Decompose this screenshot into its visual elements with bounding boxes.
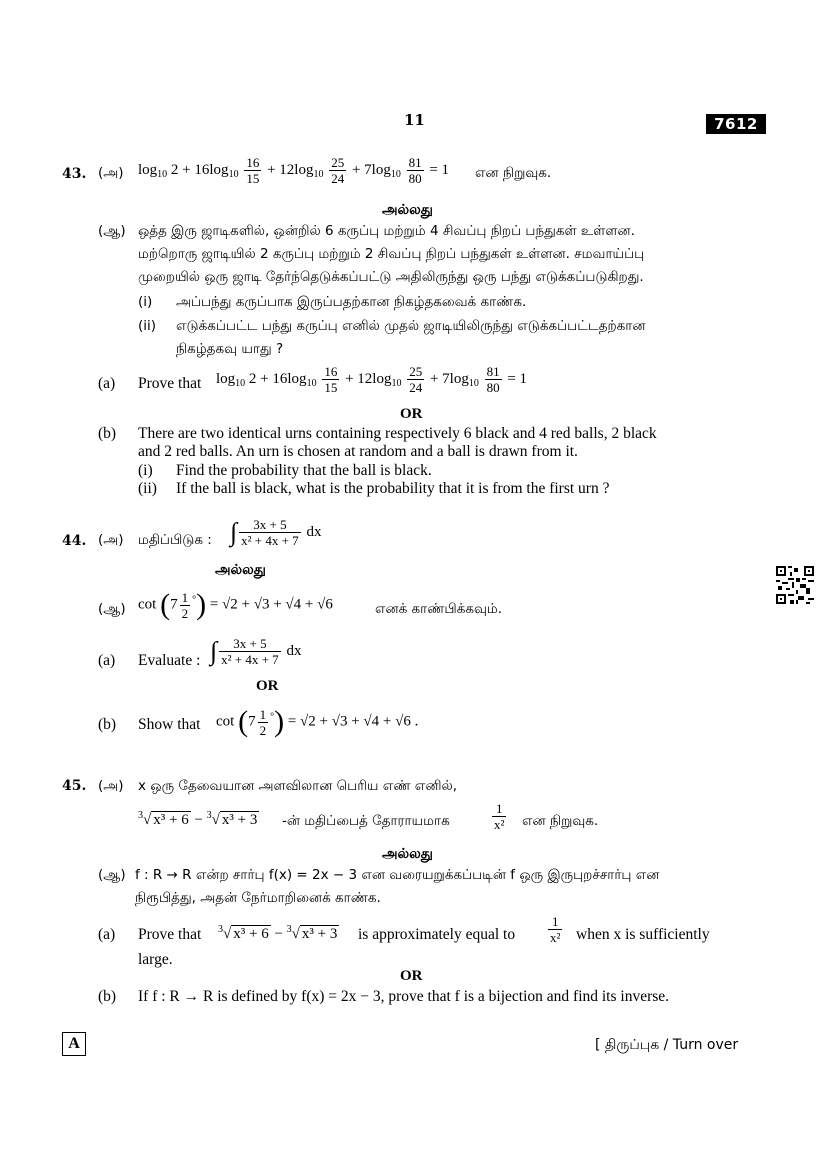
q45-or-en: OR <box>400 968 423 984</box>
q44-b-en-prefix: Show that <box>138 716 201 733</box>
q43-a-ta-label: (அ) <box>98 165 124 181</box>
q45-or-ta: அல்லது <box>382 846 433 862</box>
q44-integral-ta: ∫ $\frac{3x + 5}{\text{x² + 4x + 7}}$ dx <box>230 517 322 548</box>
q44-integral-en: ∫ $\frac{3x + 5}{\text{x² + 4x + 7}}$ dx <box>210 636 302 667</box>
q43-b-ta-i-label: (i) <box>138 294 153 310</box>
q43-a-en-label: (a) <box>98 375 116 392</box>
q45-a-ta-mid: -ன் மதிப்பைத் தோராயமாக <box>282 813 450 829</box>
q43-or-en: OR <box>400 406 423 422</box>
q43-b-en-i-label: (i) <box>138 462 153 479</box>
q43-b-en-text: There are two identical urns containing respectively 6 black and 4 red balls, 2 black and 2 red balls. An urn is chosen at random and a ball is drawn from it. <box>138 425 657 460</box>
q44-or-en: OR <box>256 678 279 694</box>
q45-approx-fraction-ta: $\frac{1}{\text{x²}}$ <box>494 801 505 832</box>
q45-a-ta-label: (அ) <box>98 778 124 794</box>
q44-a-en-prefix: Evaluate : <box>138 652 201 669</box>
q45-cube-root-expr-en: $^3$√ x³ + 6 − $^3$√ x³ + 3 <box>218 924 338 942</box>
q43-b-en-ii: If the ball is black, what is the probability that it is from the first urn ? <box>176 480 610 497</box>
question-number-44: 44. <box>62 533 87 549</box>
qr-code-icon <box>776 566 814 604</box>
q44-b-en-label: (b) <box>98 716 117 733</box>
q45-b-en: If f : R → R is defined by f(x) = 2x − 3, prove that f is a bijection and find its inverse. <box>138 988 670 1005</box>
q43-b-ta-label: (ஆ) <box>98 223 126 239</box>
q44-b-ta-label: (ஆ) <box>98 601 126 617</box>
page-number: 11 <box>404 111 425 129</box>
q45-b-ta-label: (ஆ) <box>98 867 126 883</box>
q43-log-equation-ta: $\log_{10} 2 + 16\log_{10}$ $\frac{16}{15}$ + $12\log_{10}$ $\frac{25}{24}$ + $7\log_{10}$ $\frac{81}{80}$ = 1 <box>138 155 450 186</box>
q45-a-en-prefix: Prove that <box>138 926 202 943</box>
q43-b-ta-ii-label: (ii) <box>138 318 157 334</box>
q45-a-en-label: (a) <box>98 926 116 943</box>
q45-a-ta-line1: x ஒரு தேவையான அளவிலான பெரிய எண் எனில், <box>138 778 457 794</box>
q45-b-en-label: (b) <box>98 988 117 1005</box>
q43-log-equation-en: $\log_{10} 2 + 16\log_{10}$ $\frac{16}{15}$ + $12\log_{10}$ $\frac{25}{24}$ + $7\log_{10}$ $\frac{81}{80}$ = 1 <box>216 364 528 395</box>
q43-b-en-ii-label: (ii) <box>138 480 157 497</box>
question-number-43: 43. <box>62 166 87 182</box>
paper-code: 7612 <box>706 114 766 134</box>
q45-a-en-line2: large. <box>138 951 173 968</box>
q43-b-en-label: (b) <box>98 425 117 442</box>
q43-a-en-prefix: Prove that <box>138 375 202 392</box>
q45-approx-fraction-en: $\frac{1}{\text{x²}}$ <box>550 914 561 945</box>
q43-a-ta-suffix: என நிறுவுக. <box>475 165 552 181</box>
q45-b-ta-text: f : R → R என்ற சார்பு f(x) = 2x − 3 என வரையறுக்கப்படின் f ஒரு இருபுறச்சார்பு என நிரூபித்து, அதன் நேர்மாறினைக் காண்க. <box>135 867 660 906</box>
q44-a-ta-label: (அ) <box>98 532 124 548</box>
q43-b-ta-i: அப்பந்து கருப்பாக இருப்பதற்கான நிகழ்தகவைக் காண்க. <box>176 294 527 310</box>
q43-b-ta-text: ஒத்த இரு ஜாடிகளில், ஒன்றில் 6 கருப்பு மற்றும் 4 சிவப்பு நிறப் பந்துகள் உள்ளன. மற்றொரு ஜாடியில் 2 கருப்பு மற்றும் 2 சிவப்பு நிறப் பந்துகள் உள்ளன. சமவாய்ப்பு முறையில் ஒரு ஜாடி தேர்ந்தெடுக்கப்பட்டு அதிலிருந்து ஒரு பந்து எடுக்கப்படுகிறது. <box>138 223 645 285</box>
question-number-45: 45. <box>62 778 87 794</box>
q43-b-en-i: Find the probability that the ball is black. <box>176 462 432 479</box>
q44-a-ta-prefix: மதிப்பிடுக : <box>138 532 212 548</box>
q43-b-ta-ii: எடுக்கப்பட்ட பந்து கருப்பு எனில் முதல் ஜாடியிலிருந்து எடுக்கப்பட்டதற்கான நிகழ்தகவு யாது ? <box>176 318 646 357</box>
q45-a-ta-suffix: என நிறுவுக. <box>522 813 599 829</box>
q44-cot-identity-ta: cot (7 $\frac{1}{2}$ °) = √2 + √3 + √4 + √6 <box>138 588 333 621</box>
q44-a-en-label: (a) <box>98 652 116 669</box>
q44-or-ta: அல்லது <box>215 562 266 578</box>
turn-over-note: [ திருப்புக / Turn over <box>595 1037 739 1053</box>
q44-b-ta-suffix: எனக் காண்பிக்கவும். <box>375 601 503 617</box>
q45-cube-root-expr-ta: $^3$√ x³ + 6 − $^3$√ x³ + 3 <box>138 810 258 828</box>
q43-or-ta: அல்லது <box>382 202 433 218</box>
q44-cot-identity-en: cot (7 $\frac{1}{2}$ °) = √2 + √3 + √4 + √6 . <box>216 705 419 738</box>
booklet-type-box: A <box>62 1032 86 1056</box>
q45-a-en-suffix: when x is sufficiently <box>576 926 710 943</box>
q45-a-en-mid: is approximately equal to <box>358 926 516 943</box>
